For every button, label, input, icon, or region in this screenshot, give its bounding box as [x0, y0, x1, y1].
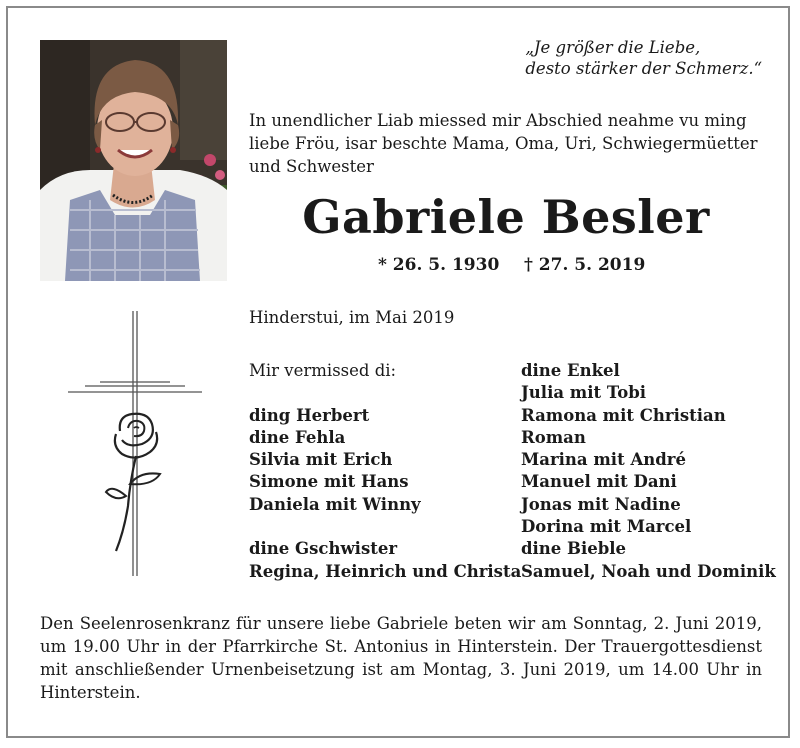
mourner-line: Daniela mit Winny: [249, 494, 421, 514]
mourner-line: Regina, Heinrich und Christa: [249, 561, 522, 581]
mourners-right-column: [521, 360, 776, 583]
mourners-left-column: [249, 360, 521, 583]
mourner-line: Jonas mit Nadine: [521, 494, 681, 514]
mourner-line: ding Herbert: [249, 405, 370, 425]
mourner-line: Simone mit Hans: [249, 472, 409, 492]
place-date: Hinderstui, im Mai 2019: [249, 308, 455, 327]
mourner-line: dine Gschwister: [249, 539, 398, 559]
mourner-line: Manuel mit Dani: [521, 472, 677, 492]
deceased-name: Gabriele Besler: [302, 190, 710, 244]
mourner-line: Roman: [521, 427, 586, 447]
mourner-line: dine Bieble: [521, 539, 627, 559]
mourner-line: Ramona mit Christian: [521, 405, 726, 425]
intro-text: In unendlicher Liab miessed mir Abschied neahme vu ming liebe Fröu, isar beschte Mama, Oma, Uri, Schwiegermüetter und Schwester: [249, 111, 758, 176]
portrait-photo: [40, 40, 227, 281]
mourner-line: Marina mit André: [521, 450, 686, 470]
mourner-line: Julia mit Tobi: [521, 383, 647, 403]
service-announcement: Den Seelenrosenkranz für unsere liebe Gabriele beten wir am Sonntag, 2. Juni 2019, um 19.00 Uhr in der Pfarrkirche St. Antonius in Hinterstein. Der Trauergottesdienst mit anschließender Urnenbeisetzung ist am Montag, 3. Juni 2019, um 14.00 Uhr in Hinterstein.: [40, 614, 762, 702]
mourner-line: dine Fehla: [249, 427, 346, 447]
mourner-line: Dorina mit Marcel: [521, 517, 692, 537]
birth-date: * 26. 5. 1930: [378, 255, 500, 275]
mourner-line: [249, 382, 521, 404]
mourner-line: [249, 516, 521, 538]
mourner-line: dine Enkel: [521, 361, 620, 380]
quote: [525, 37, 762, 79]
mourner-line: Samuel, Noah und Dominik: [521, 561, 776, 581]
mourner-line: Silvia mit Erich: [249, 450, 393, 470]
mourner-line: Mir vermissed di:: [249, 361, 397, 380]
quote-line-2: desto stärker der Schmerz.“: [525, 59, 762, 78]
cross-with-rose-icon: [60, 306, 210, 581]
quote-line-1: „Je größer die Liebe,: [525, 38, 701, 57]
death-date: † 27. 5. 2019: [524, 255, 646, 275]
